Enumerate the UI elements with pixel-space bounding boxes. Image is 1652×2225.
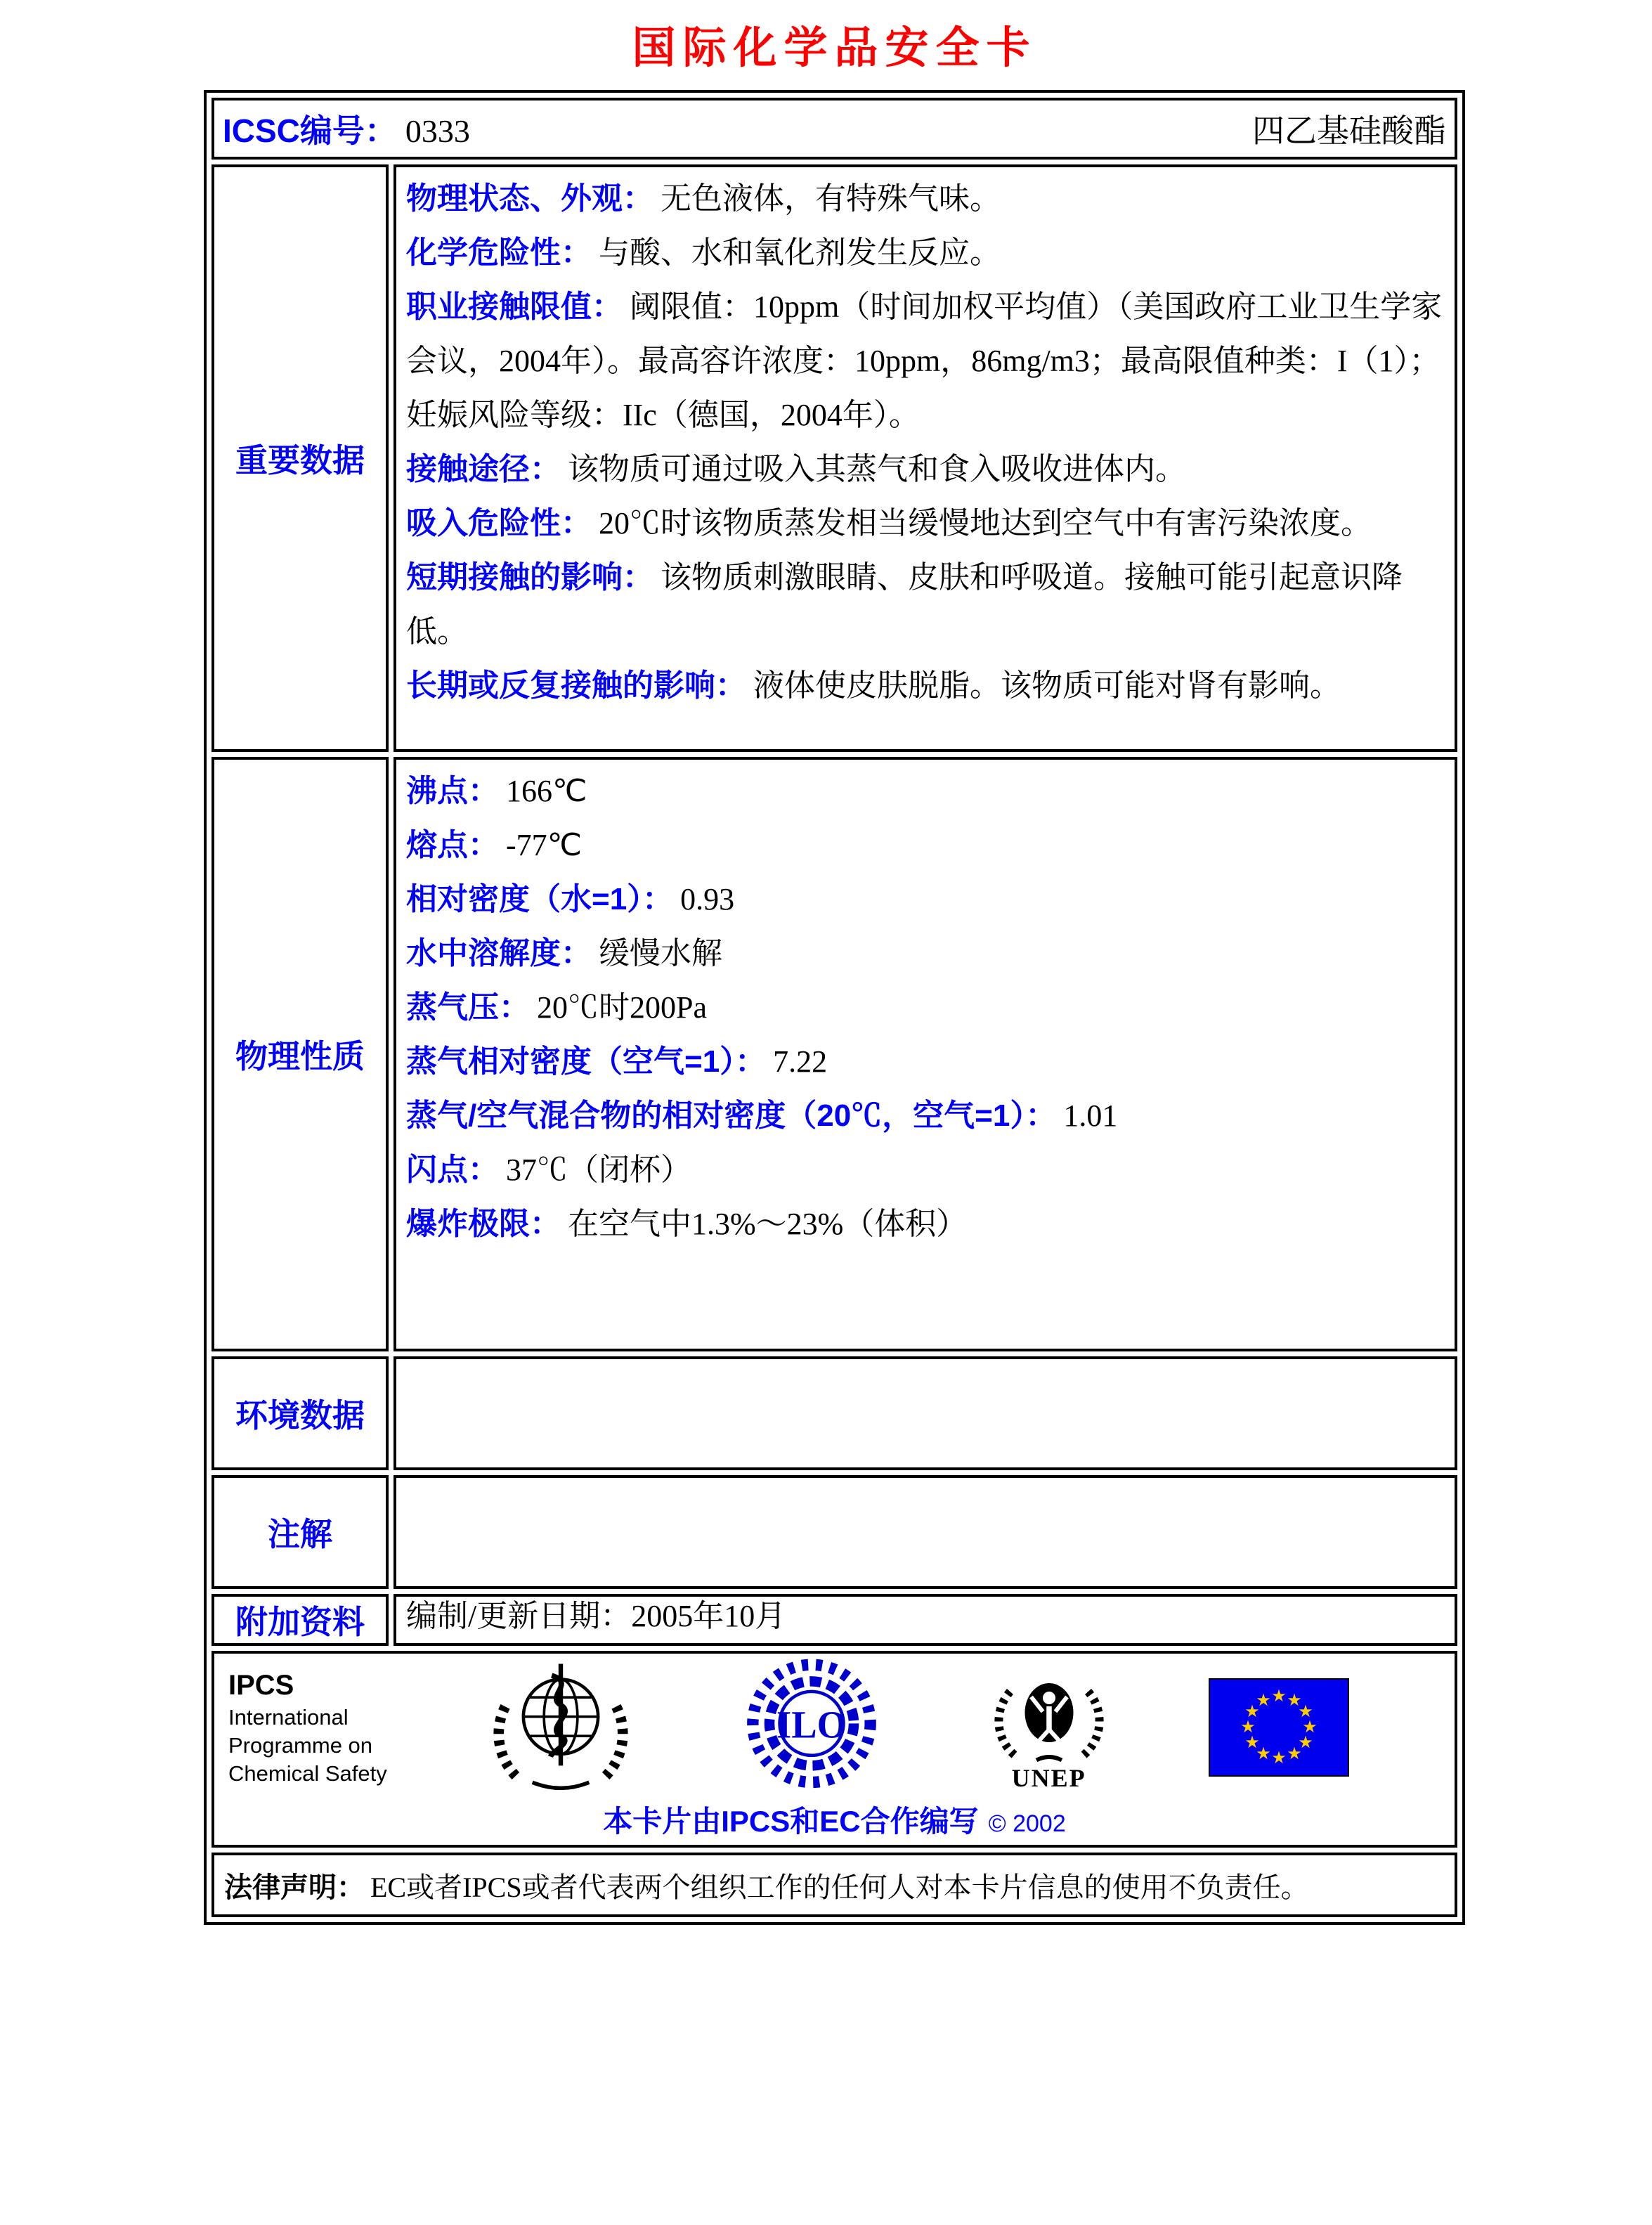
ipcs-text-block: IPCS International Programme on Chemical Safety bbox=[228, 1667, 387, 1788]
important-data-row bbox=[212, 164, 1457, 752]
svg-text:ILO: ILO bbox=[776, 1702, 847, 1746]
unep-logo-icon bbox=[986, 1662, 1112, 1793]
physical-item: 熔点： -77℃ bbox=[406, 828, 583, 862]
legal-label: 法律声明： bbox=[224, 1872, 365, 1903]
notes-row bbox=[212, 1475, 1457, 1589]
svg-text:★: ★ bbox=[1287, 1744, 1302, 1763]
copyright-text: © 2002 bbox=[988, 1810, 1066, 1837]
legal-text: EC或者IPCS或者代表两个组织工作的任何人对本卡片信息的使用不负责任。 bbox=[370, 1871, 1309, 1903]
svg-text:★: ★ bbox=[1240, 1717, 1256, 1737]
svg-text:★: ★ bbox=[1244, 1732, 1260, 1752]
icsc-number bbox=[223, 105, 470, 152]
chemical-name: 四乙基硅酸酯 bbox=[1252, 113, 1446, 149]
environmental-data-content bbox=[394, 1356, 1457, 1470]
important-data-content bbox=[394, 164, 1457, 752]
important-item: 物理状态、外观： 无色液体，有特殊气味。 bbox=[406, 181, 1001, 216]
physical-item: 闪点： 37℃（闭杯） bbox=[406, 1153, 691, 1187]
physical-properties-row bbox=[212, 757, 1457, 1351]
card-header-row bbox=[212, 98, 1457, 160]
physical-item: 蒸气/空气混合物的相对密度（20℃，空气=1）： 1.01 bbox=[406, 1098, 1118, 1133]
additional-info-row bbox=[212, 1594, 1457, 1646]
logos-cell bbox=[212, 1651, 1457, 1848]
svg-text:★: ★ bbox=[1287, 1690, 1302, 1710]
icsc-number-value: 0333 bbox=[405, 113, 470, 149]
eu-flag-icon bbox=[1209, 1678, 1349, 1777]
legal-row bbox=[212, 1853, 1457, 1917]
important-item: 接触途径： 该物质可通过吸入其蒸气和食入吸收进体内。 bbox=[406, 452, 1186, 486]
svg-text:★: ★ bbox=[1302, 1717, 1318, 1737]
section-label-physical-properties: 物理性质 bbox=[212, 757, 389, 1351]
svg-text:★: ★ bbox=[1244, 1701, 1260, 1721]
physical-item: 沸点： 166℃ bbox=[406, 774, 587, 808]
svg-text:★: ★ bbox=[1271, 1686, 1287, 1706]
section-label-additional-info: 附加资料 bbox=[212, 1594, 389, 1646]
logos-row bbox=[212, 1651, 1457, 1848]
svg-text:★: ★ bbox=[1298, 1732, 1313, 1752]
important-item: 职业接触限值： 阈限值：10ppm（时间加权平均值）（美国政府工业卫生学家会议，2004年）。最高容许浓度：10ppm，86mg/m3；最高限值种类：I（1）；妊娠风险等级：IIc（德国，2004年）。 bbox=[406, 290, 1443, 432]
section-label-environmental-data: 环境数据 bbox=[212, 1356, 389, 1470]
credit-text: 本卡片由IPCS和EC合作编写 bbox=[603, 1805, 979, 1838]
physical-item: 蒸气相对密度（空气=1）： 7.22 bbox=[406, 1044, 828, 1079]
physical-properties-content bbox=[394, 757, 1457, 1351]
environmental-data-row bbox=[212, 1356, 1457, 1470]
important-item: 短期接触的影响： 该物质刺激眼睛、皮肤和呼吸道。接触可能引起意识降低。 bbox=[406, 560, 1403, 649]
section-label-notes: 注解 bbox=[212, 1475, 389, 1589]
notes-content bbox=[394, 1475, 1457, 1589]
svg-text:★: ★ bbox=[1271, 1748, 1287, 1767]
important-item: 化学危险性： 与酸、水和氧化剂发生反应。 bbox=[406, 235, 1001, 270]
update-date-label: 编制/更新日期： bbox=[406, 1599, 632, 1633]
physical-item: 水中溶解度： 缓慢水解 bbox=[406, 936, 722, 971]
legal-cell bbox=[212, 1853, 1457, 1917]
physical-item: 相对密度（水=1）： 0.93 bbox=[406, 882, 735, 916]
physical-item: 爆炸极限： 在空气中1.3%～23%（体积） bbox=[406, 1207, 968, 1241]
card-header-cell bbox=[212, 98, 1457, 160]
who-logo-icon bbox=[483, 1657, 638, 1798]
unep-label: UNEP bbox=[1011, 1764, 1086, 1792]
svg-text:★: ★ bbox=[1256, 1690, 1271, 1710]
important-item: 长期或反复接触的影响： 液体使皮肤脱脂。该物质可能对肾有影响。 bbox=[406, 668, 1341, 703]
ilo-logo-icon bbox=[734, 1656, 889, 1800]
important-item: 吸入危险性： 20℃时该物质蒸发相当缓慢地达到空气中有害污染浓度。 bbox=[406, 506, 1372, 540]
credit-line bbox=[228, 1798, 1440, 1841]
additional-info-content bbox=[394, 1594, 1457, 1646]
svg-text:★: ★ bbox=[1298, 1701, 1313, 1721]
page-title: 国际化学品安全卡 bbox=[632, 24, 1037, 72]
update-date-value: 2005年10月 bbox=[631, 1599, 786, 1633]
svg-text:★: ★ bbox=[1256, 1744, 1271, 1763]
icsc-card-table bbox=[204, 90, 1465, 1925]
section-label-important-data: 重要数据 bbox=[212, 164, 389, 752]
icsc-number-label: ICSC编号： bbox=[223, 112, 397, 149]
physical-item: 蒸气压： 20℃时200Pa bbox=[406, 990, 707, 1025]
ipcs-title: IPCS bbox=[228, 1670, 294, 1701]
